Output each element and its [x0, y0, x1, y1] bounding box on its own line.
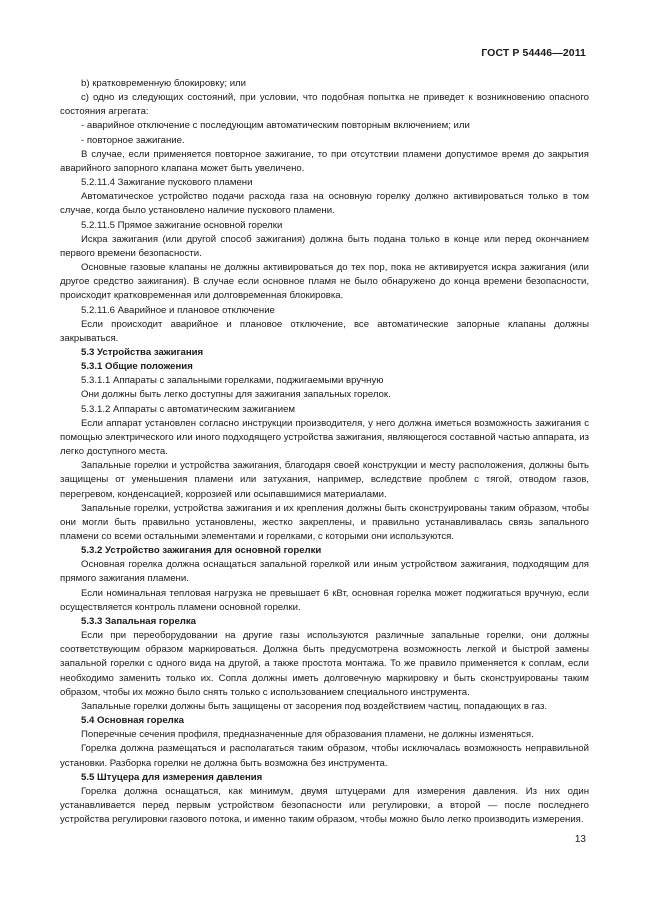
paragraph: b) кратковременную блокировку; или — [81, 78, 247, 89]
paragraph: Основная горелка должна оснащаться запальной горелкой или иным устройством зажигания, подходящим для прямого зажигания пламени. — [60, 559, 589, 585]
clause-heading: 5.3.1.2 Аппараты с автоматическим зажиганием — [81, 403, 295, 415]
paragraph: Они должны быть легко доступны для зажигания запальных горелок. — [81, 389, 391, 401]
clause-heading: 5.2.11.4 Зажигание пускового пламени — [81, 177, 253, 189]
page-number: 13 — [574, 834, 586, 845]
clause-heading: 5.3.1.1 Аппараты с запальными горелками, поджигаемыми вручную — [81, 375, 384, 387]
document-body — [60, 77, 589, 827]
section-heading: 5.4 Основная горелка — [81, 715, 184, 727]
section-heading: 5.3.2 Устройство зажигания для основной горелки — [81, 545, 322, 557]
paragraph: Искра зажигания (или другой способ зажигания) должна быть подана только в конце или перед окончанием первого времени безопасности. — [60, 233, 589, 259]
section-heading: 5.3.1 Общие положения — [81, 361, 193, 373]
paragraph: Запальные горелки и устройства зажигания, благодаря своей конструкции и месту расположения, должны быть защищены от уменьшения пламени или затухания, например, вследствие проблем с тягой, отводом газов, перегревом, конденсацией, коррозией или осыпавшимися материалами. — [60, 460, 589, 500]
clause-heading: 5.2.11.6 Аварийное и плановое отключение — [81, 304, 275, 316]
paragraph: Если номинальная тепловая нагрузка не превышает 6 кВт, основная горелка может поджигаться вручную, если осуществляется контроль пламени основной горелки. — [60, 587, 589, 613]
document-header: ГОСТ Р 54446—2011 — [481, 47, 586, 59]
paragraph: Если при переоборудовании на другие газы используются различные запальные горелки, они должны соответствующим образом маркироваться. Должна быть предусмотрена возможность легкой и быстрой замены запальной горелки с одного вида на другой, а также простота монтажа. То же правило применяется к соплам, если необходимо заменить только их. Сопла должны иметь долговечную маркировку и быть сконструированы таким образом, чтобы их можно было снять только с использованием специального инструмента. — [60, 630, 589, 698]
paragraph: Поперечные сечения профиля, предназначенные для образования пламени, не должны изменяться. — [81, 729, 534, 741]
section-heading: 5.3.3 Запальная горелка — [81, 615, 197, 627]
paragraph: - повторное зажигание. — [81, 134, 185, 146]
paragraph: Запальные горелки должны быть защищены от засорения под воздействием частиц, попадающих в газ. — [81, 700, 548, 712]
paragraph: В случае, если применяется повторное зажигание, то при отсутствии пламени допустимое время до закрытия аварийного запорного клапана может быть увеличено. — [60, 148, 589, 174]
paragraph: - аварийное отключение с последующим автоматическим повторным включением; или — [81, 120, 470, 132]
paragraph: Если происходит аварийное и плановое отключение, все автоматические запорные клапаны должны закрываться. — [60, 318, 589, 344]
section-heading: 5.5 Штуцера для измерения давления — [81, 771, 263, 783]
paragraph: Автоматическое устройство подачи расхода газа на основную горелку должно активироваться только в том случае, когда было установлено наличие пускового пламени. — [60, 191, 589, 217]
paragraph: Основные газовые клапаны не должны активироваться до тех пор, пока не активируется искра зажигания (или другое средство зажигания). В случае если основное пламя не было обнаружено до конца времени безопасности, происходит кратковременная или долговременная блокировка. — [60, 262, 589, 302]
paragraph: Если аппарат установлен согласно инструкции производителя, у него должна иметься возможность зажигания с помощью электрического или иного подходящего устройства зажигания, являющегося составной частью аппарата, из легко доступного места. — [60, 417, 589, 458]
section-heading: 5.3 Устройства зажигания — [81, 346, 204, 358]
clause-heading: 5.2.11.5 Прямое зажигание основной горелки — [81, 219, 283, 231]
paragraph: Горелка должна размещаться и располагаться таким образом, чтобы исключалась возможность неправильной установки. Разборка горелки не должна быть возможна без инструмента. — [60, 743, 589, 769]
paragraph: Горелка должна оснащаться, как минимум, двумя штуцерами для измерения давления. Из них один устанавливается перед первым устройством безопасности или регулировки, а второй — после последнего устройства регулировки газового потока, и именно таким образом, чтобы можно было легко производить измерения. — [60, 785, 589, 826]
paragraph: Запальные горелки, устройства зажигания и их крепления должны быть сконструированы таким образом, чтобы они могли быть правильно установлены, жестко закреплены, и правильно устанавливалась связь запального пламени со всеми остальными элементами и горелками, с которыми они используются. — [60, 502, 589, 542]
paragraph: c) одно из следующих состояний, при условии, что подобная попытка не приведет к возникновению опасного состояния агрегата: — [60, 92, 589, 118]
